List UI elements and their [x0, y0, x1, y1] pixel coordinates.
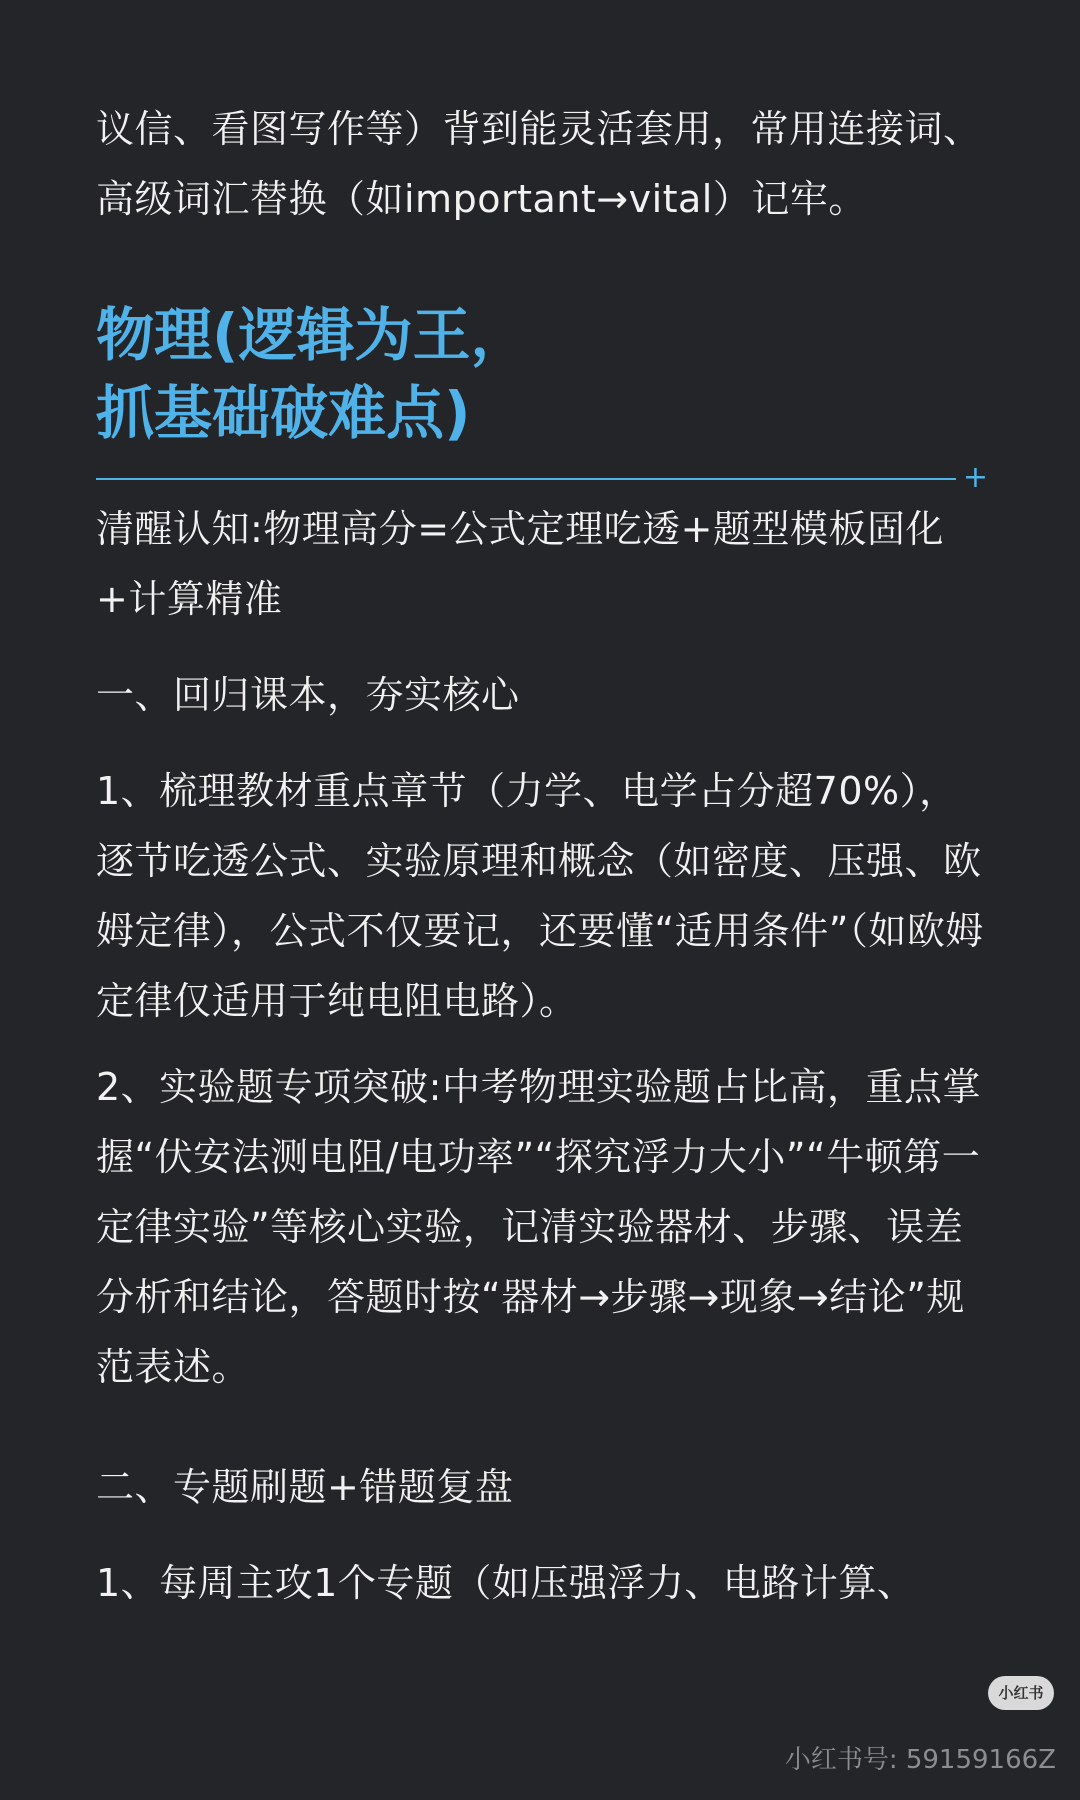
- part2-heading: 二、专题刷题+错题复盘: [96, 1465, 514, 1509]
- part1-item2: 2、实验题专项突破:中考物理实验题占比高，重点掌握“伏安法测电阻/电功率”“探究浮力大小”“牛顿第一定律实验”等核心实验，记清实验器材、步骤、误差分析和结论，答题时按“器材→步骤→现象→结论”规范表述。: [96, 1065, 981, 1389]
- watermark-id: 小红书号: 59159166Z: [784, 1745, 1056, 1775]
- part1-item1: 1、梳理教材重点章节（力学、电学占分超70%），逐节吃透公式、实验原理和概念（如密度、压强、欧姆定律），公式不仅要记，还要懂“适用条件”（如欧姆定律仅适用于纯电阻电路）。: [96, 769, 984, 1023]
- plus-icon: +: [962, 460, 988, 495]
- part2-item1: 1、每周主攻1个专题（如压强浮力、电路计算、: [96, 1561, 916, 1605]
- title-divider: [96, 460, 988, 495]
- part1-heading: 一、回归课本，夯实核心: [96, 673, 520, 717]
- divider-line: [96, 478, 956, 480]
- summary-paragraph: 清醒认知:物理高分=公式定理吃透+题型模板固化+计算精准: [96, 507, 944, 621]
- section-title-line2: 抓基础破难点): [96, 379, 471, 447]
- section-title: [96, 296, 984, 452]
- section-title-line1: 物理(逻辑为王，: [96, 301, 529, 369]
- article-content: [96, 94, 988, 1618]
- xiaohongshu-logo: 小红书: [988, 1676, 1054, 1710]
- intro-paragraph: 议信、看图写作等）背到能灵活套用，常用连接词、高级词汇替换（如important→vital）记牢。: [96, 107, 982, 221]
